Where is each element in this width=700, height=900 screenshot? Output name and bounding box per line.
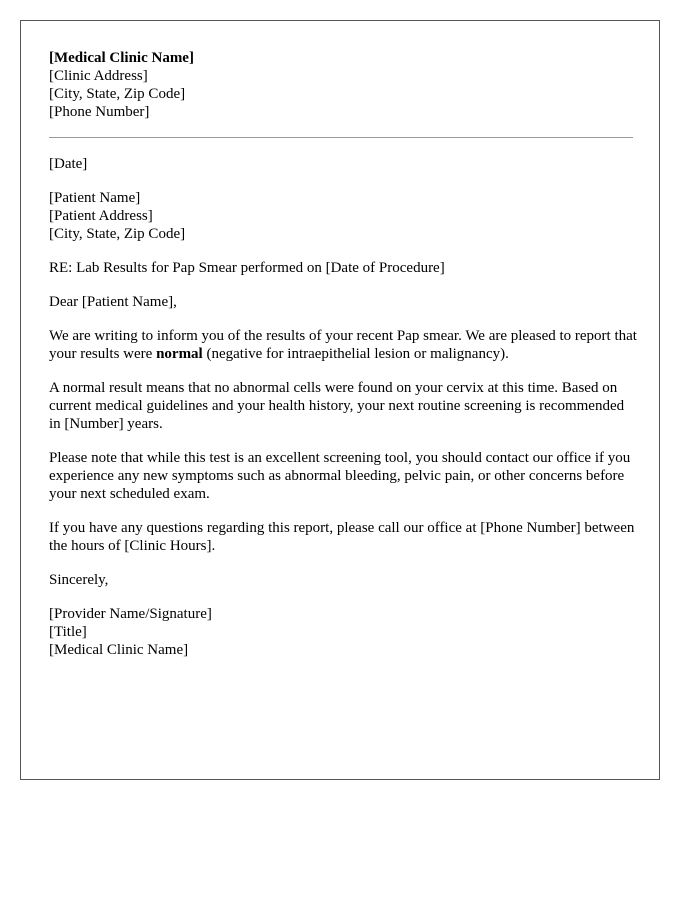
results-text-end: (negative for intraepithelial lesion or malignancy). [202,346,509,362]
recipient-city-state-zip: [City, State, Zip Code] [49,226,186,242]
signature-block [49,605,639,659]
contact-paragraph: If you have any questions regarding this report, please call our office at [Phone Number] between the hours of [Clinic Hours]. [49,520,635,554]
results-paragraph [49,327,639,363]
closing: Sincerely, [49,572,109,588]
letter-content [49,49,639,659]
clinic-phone: [Phone Number] [49,104,150,120]
clinic-city-state-zip: [City, State, Zip Code] [49,86,186,102]
symptoms-paragraph: Please note that while this test is an excellent screening tool, you should contact our office if you experience any new symptoms such as abnormal bleeding, pelvic pain, or other concerns before your next scheduled exam. [49,450,631,502]
explanation-paragraph: A normal result means that no abnormal cells were found on your cervix at this time. Based on current medical guidelines and your health history, your next routine screening is recommended in [Number] years. [49,380,625,432]
recipient-name: [Patient Name] [49,190,141,206]
header-divider [49,137,633,138]
signature-clinic-name: [Medical Clinic Name] [49,642,189,658]
letter-date: [Date] [49,156,88,172]
clinic-address: [Clinic Address] [49,68,148,84]
recipient-block [49,189,639,243]
salutation: Dear [Patient Name], [49,294,177,310]
subject-line: RE: Lab Results for Pap Smear performed on [Date of Procedure] [49,260,445,276]
letterhead [49,49,639,121]
clinic-name: [Medical Clinic Name] [49,50,194,66]
recipient-address: [Patient Address] [49,208,153,224]
results-normal-emphasis: normal [156,346,203,362]
results-text-start: We are writing to inform you of the results of your recent Pap smear. We are pleased to report that your results were [49,328,637,362]
provider-title: [Title] [49,624,87,640]
provider-name: [Provider Name/Signature] [49,606,212,622]
letter-page [20,20,660,780]
